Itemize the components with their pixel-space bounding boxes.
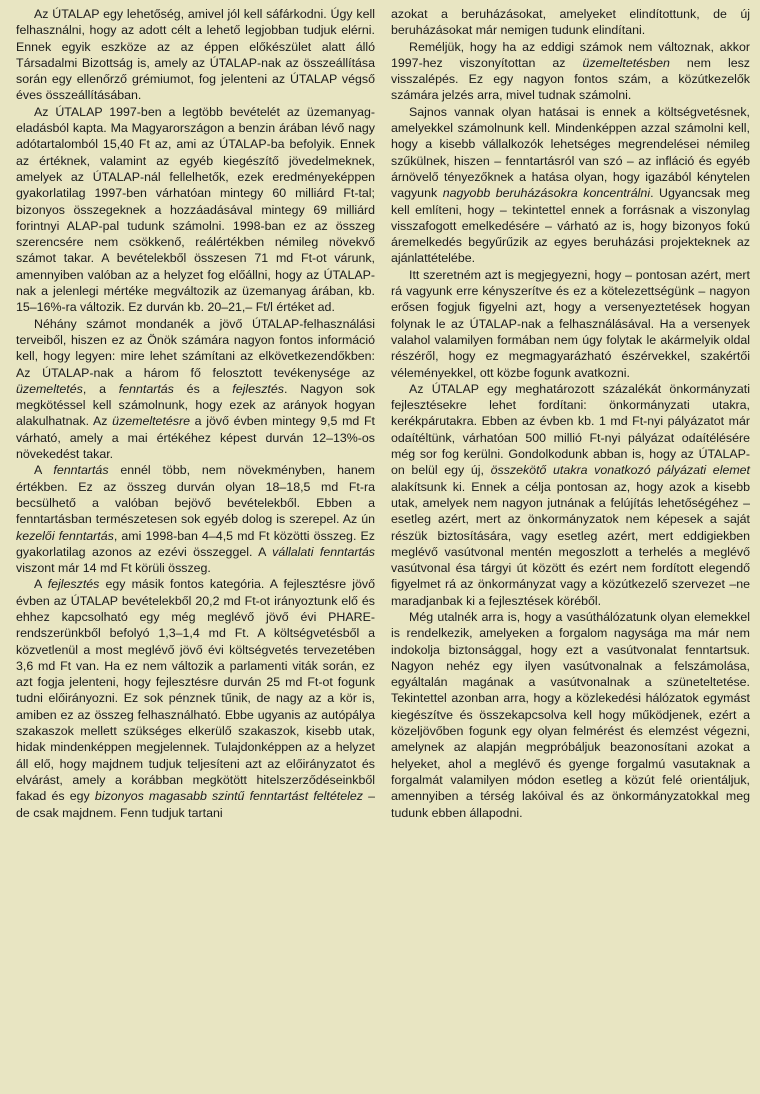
text-run: – de csak majdnem. Fenn tudjuk tartani (16, 789, 375, 820)
paragraph (391, 104, 750, 267)
emphasized-text: üzemeltetésben (582, 55, 670, 70)
emphasized-text: kezelői fenntartás (16, 528, 114, 543)
paragraph (391, 381, 750, 609)
emphasized-text: fenntartás (118, 381, 174, 396)
text-run: Az ÚTALAP egy lehetőség, amivel jól kell sáfárkodni. Úgy kell felhasználni, hogy az adott célt a lehető legjobban tudjuk elérni. Ennek egyik eszköze az az éppen előkészület alatt álló Társadalmi Bizottság is, amely az ÚTALAP-nak az összeállítása során egy ellenőrző grémiumot, fog jelenteni az ÚTALAP végső éves összeállításában. (16, 7, 375, 103)
emphasized-text: fenntartás (53, 463, 109, 478)
text-run: alakítsunk ki. Ennek a célja pontosan az, hogy azok a kisebb utak, amelyek nem nagyon jutnának a felújítás lehetőségéhez – esetleg azért, mert az önkormányzatok nem képesek a saját részük biztosítására, vagy esetleg azért, mert eddigiekben meglévő vasútvonal mentén megoszlott a terhelés a meglévő vasútvonal ésa tárgyi út között és ezért nem fordított elegendő figyelmet rá az önkormányzat vagy a közútkezelő szervezet –ne maradjanbak ki a fejlesztések köréből. (391, 479, 750, 608)
text-run: Sajnos vannak olyan hatásai is ennek a költségvetésnek, amelyekkel számolnunk kell. Mindenképpen azzal számolni kell, hogy a kisebb vállalkozók lehetséges megrendelései némileg szűkülnek, hiszen – fenntartásról van szó – az infláció és egyéb árnövelő tényezőknek a hatása olyan, hogy igazából kénytelen vagyunk (391, 104, 750, 201)
text-run: viszont már 14 md Ft körüli összeg. (16, 561, 211, 576)
text-run: Még utalnék arra is, hogy a vasúthálózatunk olyan elemekkel is rendelkezik, amelyeken a forgalom nagysága ma már nem indokolja biztonsággal, hogy ezt a vasútvonalat fenntartsuk. Nagyon nehéz egy ilyen vasútvonalnak a felszámolása, egyáltalán magának a vasútvonalnak a szüneteltetése. Tekintettel azonban arra, hogy a közlekedési hálózatok egymást kiegészítve és összekapcsolva kell hogy működjenek, ezért a közeljövőben fogunk egy olyan felmérést és elemzést végezni, amelynek az alapján megpróbáljuk beazonosítani azokat a helyeket, ahol a meglévő és gyenge forgalmú vasutaknak a forgalmát valamilyen módon esetleg a közút felé orientáljuk, amennyiben a térség lakóival és az önkormányzatokkal meg tudunk ebben állapodni. (391, 609, 750, 820)
paragraph (16, 316, 375, 463)
text-run: azokat a beruházásokat, amelyeket elindítottunk, de új beruházásokat már nemigen tudunk elindítani. (391, 7, 750, 38)
paragraph (391, 6, 750, 39)
text-run: . Nagyon sok megkötéssel kell számolnunk, hogy ezek az arányok hogyan alakulhatnak. Az (16, 381, 375, 429)
paragraph (391, 609, 750, 821)
text-column-right (391, 6, 750, 1094)
emphasized-text: üzemeltetésre (112, 414, 190, 429)
text-run: A (34, 463, 54, 478)
paragraph (16, 6, 375, 104)
text-run: A (34, 577, 48, 592)
text-run: a jövő évben mintegy 9,5 md Ft várható, amely a mai értékéhez képest durván 12–13%-os növekedést takar. (16, 414, 376, 462)
emphasized-text: üzemeltetés (16, 381, 83, 396)
text-run: , a (82, 381, 119, 396)
text-run: Reméljük, hogy ha az eddigi számok nem változnak, akkor 1997-hez viszonyítottan az (391, 39, 750, 70)
text-run: Itt szeretném azt is megjegyezni, hogy – pontosan azért, mert rá vagyunk erre kényszerítve és ez a kötelezettségünk – nagyon erősen fogjuk figyelni azt, hogy a versenyeztetések hogyan folynak le az ÚTALAP-nak a felhasználásával. Ha a versenyek valahol valamilyen formában nem úgy folytak le akármelyik oldal részéről, hogy ez megmagyarázható észérvekkel, szakértői véleményekkel, ott közbe fogunk avatkozni. (391, 267, 750, 380)
text-run: , ami 1998-ban 4–4,5 md Ft közötti összeg. Ez gyakorlatilag azonos az ezévi összeggel. A (16, 528, 375, 559)
emphasized-text: fejlesztés (47, 577, 100, 592)
text-run: és a (173, 381, 233, 396)
paragraph (391, 267, 750, 381)
text-run: egy másik fontos kategória. A fejlesztésre jövő évben az ÚTALAP bevételekből 20,2 md Ft-ot irányoztunk elő és ehhez kapcsolható egy még meglévő jövő évi PHARE-rendszerünkből befolyó 1,3–1,4 md Ft. A költségvetésből a közvetlenül a most meglévő jövő évi költségvetés tervezetében 3,6 md Ft van. Ha ez nem változik a parlamenti viták során, ez azt fogja jelenteni, hogy fejlesztésre durván 25 md Ft-ot fogunk tudni előirányozni. Ez sok pénznek tűnik, de nagy az a kör is, amiben ez az összeg felhasználható. Ebbe ugyanis az autópálya szakaszok mellett szükséges elkerülő szakaszok, kisebb utak, hidak mindenképpen megjelennek. Tulajdonképpen az a helyzet áll elő, hogy majdnem tudjuk teljesíteni azt az előirányzatot és elvárást, amely a korábban megkötött hitelszerződéseinkből fakad és egy (16, 577, 375, 804)
emphasized-text: vállalati fenntartás (272, 544, 375, 559)
paragraph (16, 462, 375, 576)
emphasized-text: bizonyos magasabb szintű fenntartást feltételez (94, 789, 363, 804)
text-run: . Ugyancsak meg kell említeni, hogy – tekintettel ennek a forrásnak a viszonylag visszafogott emelkedésére – várható az is, hogy bizonyos fokú áremelkedés begyűrűzik az egyes beruházási projekteknek az ajánlattételébe. (391, 186, 750, 266)
emphasized-text: fejlesztés (232, 381, 284, 396)
text-run: nem lesz visszalépés. Ez egy nagyon fontos szám, a közútkezelők számára jelzés arra, mivel tudnak számolni. (391, 55, 751, 103)
text-run: ennél több, nem növekményben, hanem értékben. Ez az összeg durván olyan 18–18,5 md Ft-ra becsülhető a valóban bejövő bevételekből. Ebben a fenntartásban természetesen sok egyéb dolog is szerepel. Az ún (16, 463, 375, 527)
emphasized-text: összekötő utakra vonatkozó pályázati elemet (490, 463, 750, 478)
emphasized-text: nagyobb beruházásokra koncentrálni (442, 186, 651, 201)
text-run: Néhány számot mondanék a jövő ÚTALAP-felhasználási terveiből, hiszen ez az Önök számára nagyon fontos információ kell, hogy legyen: mire lehet számítani az elkövetkezendőkben: Az ÚTALAP-nak a három fő felosztott tevékenysége az (16, 316, 375, 380)
text-column-left (16, 6, 375, 1094)
paragraph (16, 104, 375, 316)
paragraph (391, 39, 750, 104)
text-run: Az ÚTALAP 1997-ben a legtöbb bevételét az üzemanyag-eladásból kapta. Ma Magyarországon a benzin árában lévő nagy adótartalomból 15,40 Ft az, ami az ÚTALAP-ba befolyik. Ennek az értéknek, valamint az egyéb kiegészítő jövedelmeknek, amelyek az ÚTALAP-nál fellelhetők, ezek eredményeképpen gyakorlatilag 1997-ben várhatóan mintegy 60 milliárd Ft-tal; bizonyos összegeknek a hozzáadásával mintegy 69 milliárd forintnyi ALAP-pal tudunk számolni. 1998-ban ez az összeg szerencsére nem csökkenő, reálértékben némileg növekvő számot takar. A bevételekből összesen 71 md Ft-ot várunk, amennyiben valóban az a helyzet fog előállni, hogy az ÚTALAP-nak a jelenlegi mértéke megváltozik az üzemanyag árában, kb. 15–16%-ra változik. Ez durván kb. 20–21,– Ft/l értéket ad. (16, 104, 375, 315)
paragraph (16, 576, 375, 820)
text-run: Az ÚTALAP egy meghatározott százalékát önkormányzati fejlesztésekre lehet fordítani: önkormányzati utakra, kerékpárutakra. Ebben az évben kb. 1 md Ft-nyi pályázatot már odaítéltünk, várhatóan 500 millió Ft-nyi pályázat odaítélésére még sor fog kerülni. Gondolkodunk abban is, hogy az ÚTALAP-on belül egy új, (391, 381, 750, 478)
